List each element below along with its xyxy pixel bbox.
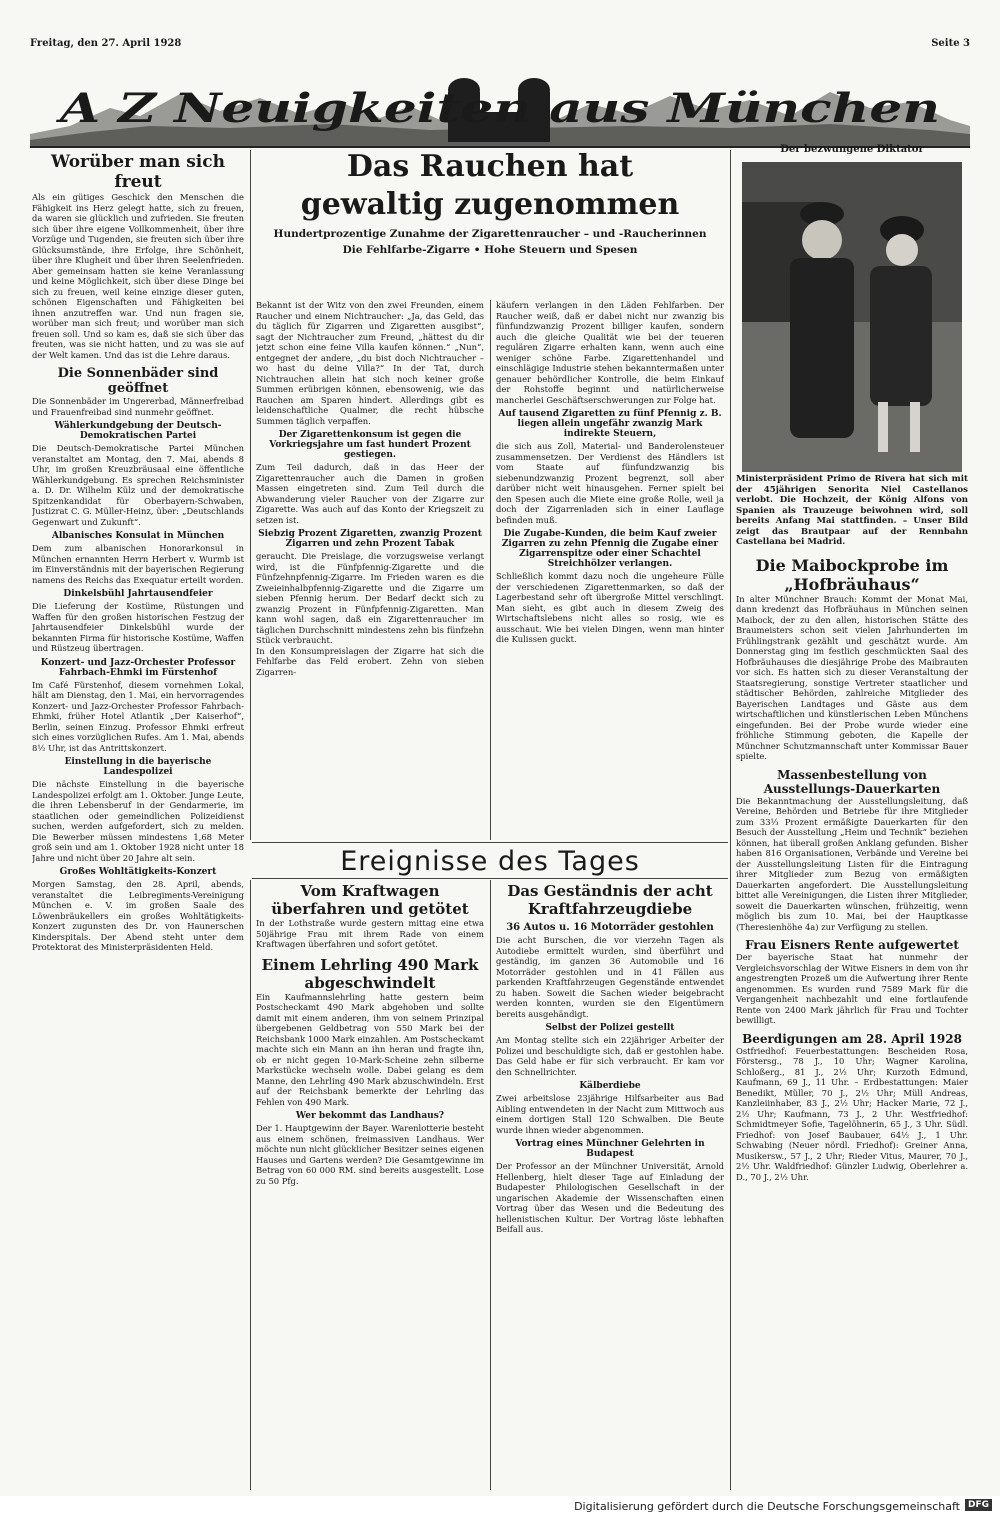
- article-title: Frau Eisners Rente aufgewertet: [745, 938, 959, 952]
- article-body: Dem zum albanischen Honorarkonsul in München ernannten Herrn Herbert v. Wurmb ist im Einverständnis mit der bayerischen Regierung namens des Reichs das Exequatur erteilt worden.: [32, 543, 244, 585]
- article-body: In der Lothstraße wurde gestern mittag eine etwa 50jährige Frau mit ihrem Rade von einem Kraftwagen überfahren und sofort getötet.: [256, 918, 484, 949]
- article-body: Als ein gütiges Geschick den Menschen die Fähigkeit ins Herz gelegt hatte, sich zu freuen, da waren sie glücklich und zufrieden. Sie freuten sich über ihre eigene Vollkommenheit, über ihre Vorzüge und Tugenden, sie freuten sich über ihre Glücksumstände, ihre Erfolge, ihre Schönheit, über ihre Klugheit und über ihren Seelenfrieden. Aber gemeinsam hatten sie keine Veranlassung und keine Möglichkeit, sich über diese Dinge bei sich zu freuen, weil keine einzige dieser guten, schönen Eigenschaften und Fähigkeiten bei ihnen anzutreffen war. Und nun fragen sie, worüber man sich freut; und worüber man sich freuen soll. Und so kam es, daß sie sich über das freuten, was sie nicht hatten, und zu was sie auf der Welt kamen. Und das ist die Lehre daraus.: [32, 192, 244, 360]
- article-title: Das Geständnis der acht Kraftfahrzeugdiebe: [507, 882, 713, 918]
- article-title: Die Sonnenbäder sind geöffnet: [57, 366, 219, 396]
- article-title: Großes Wohltätigkeits-Konzert: [59, 867, 217, 877]
- article-body: Die Bekanntmachung der Ausstellungsleitung, daß Vereine, Behörden und Betriebe für ihre Mitglieder zum 33⅓ Prozent ermäßigte Dauerkarten für den Besuch der Ausstellung „Heim und Technik“ beziehen können, hat überall großen Anklang gefunden. Bisher haben 816 Organisationen, Verbände und Vereine bei der Ausstellungsleitung Listen für die Eintragung ihrer Mitglieder zum Bezug von ermäßigten Dauerkarten angefordert. Die Ausstellungsleitung bittet alle Vereinigungen, die Listen ihrer Mitglieder, soweit die Dauerkarten wünschen, frühzeitig, wenn möglich bis zum 10. Mai, bei der Hauptkasse (Theresienhöhe 4a) zur Verfügung zu stellen.: [736, 795, 968, 932]
- article-body: Morgen Samstag, den 28. April, abends, veranstaltet die Leibregiments-Vereinigung München e. V. im großen Saale des Löwenbräukellers ein großes Wohltätigkeits-Konzert zugunsten des Dr. von Haunerschen Kinderspitals. Der Abend steht unter dem Protektorat des Ministerpräsidenten Held.: [32, 879, 244, 952]
- photo-title-box: [736, 140, 968, 162]
- article-body: Der bayerische Staat hat nunmehr der Vergleichsvorschlag der Witwe Eisners in dem von ihr angestrengten Prozeß um die Aufwertung ihrer Rente angenommen. Es wurden rund 7589 Mark für die Vergangenheit nachbezahlt und eine fortlaufende Rente von 2400 Mark jährlich für Frau und Tochter bewilligt.: [736, 952, 968, 1025]
- column-2: [256, 300, 484, 840]
- issue-date: Freitag, den 27. April 1928: [30, 38, 182, 49]
- article-title: Massenbestellung von Ausstellungs-Dauerkarten: [763, 767, 941, 796]
- article-body: Schließlich kommt dazu noch die ungeheure Fülle der verschiedenen Zigarettenmarken, so daß der Lagerbestand sehr oft übergroße Mittel verschlingt. Man sieht, es gibt auch in diesem Zweig des Wirtschaftslebens nicht alles so rosig, wie es ausschaut. Wie bei vielen Dingen, wenn man hinter die Kulissen guckt.: [496, 571, 724, 644]
- article-body: die sich aus Zoll, Material- und Banderolensteuer zusammensetzen. Der Verdienst des Händlers ist vom Staate auf fünfundzwanzig bis siebenundzwanzig Prozent begrenzt, soll aber darüber nicht weit hinausgehen. Ferner spielt bei den Spesen auch die Miete eine große Rolle, weil ja doch der Zigarrenladen sich in einer Lauflage befinden muß.: [496, 441, 724, 525]
- page-number: Seite 3: [931, 38, 970, 49]
- photo-caption: Ministerpräsident Primo de Rivera hat sich mit der 45jährigen Senorita Niel Castellanos verlobt. Die Hochzeit, der König Alfons von Spanien als Trauzeuge beiwohnen wird, soll bereits Anfang Mai stattfinden. – Unser Bild zeigt das Brautpaar auf der Rennbahn Castellana bei Madrid.: [736, 474, 968, 547]
- column-4: [736, 474, 968, 1490]
- funding-credit: Digitalisierung gefördert durch die Deutsche Forschungsgemeinschaft: [574, 1500, 960, 1513]
- article-title: Dinkelsbühl Jahrtausendfeier: [63, 589, 213, 599]
- photo-image: [742, 162, 962, 472]
- column-divider: [250, 150, 251, 840]
- article-body: käufern verlangen in den Läden Fehlfarben. Der Raucher weiß, daß er dabei nicht nur zwanzig bis fünfundzwanzig Prozent billiger kaufen, sondern auch die gleiche Qualität wie bei der teueren regulären Zigarre erhalten kann, wenn auch eine weniger schöne Farbe. Zigarettenhandel und einschlägige Industrie stehen bekanntermaßen unter genauer behördlicher Kontrolle, die beim Einkauf der Rohstoffe beginnt und natürlicherweise mancherlei Geschäftserschwerungen zur Folge hat.: [496, 300, 724, 405]
- masthead-title: A Z Neuigkeiten aus München: [54, 85, 941, 132]
- article-title: Wählerkundgebung der Deutsch-Demokratischen Partei: [54, 421, 222, 441]
- article-subhead: Auf tausend Zigaretten zu fünf Pfennig z. B. liegen allein ungefähr zwanzig Mark indirekte Steuern,: [498, 409, 722, 439]
- main-article-subtitle: Hundertprozentige Zunahme der Zigarettenraucher – und -Raucherinnen: [273, 228, 707, 240]
- article-title: Beerdigungen am 28. April 1928: [742, 1031, 962, 1046]
- column-1: [32, 152, 244, 1492]
- section-title: Ereignisse des Tages: [340, 846, 640, 877]
- article-title: Worüber man sich freut: [51, 152, 225, 192]
- article-subhead: 36 Autos u. 16 Motorräder gestohlen: [506, 922, 714, 933]
- page-header-line: [30, 38, 970, 52]
- column-divider: [250, 880, 251, 1490]
- article-title: Wer bekommt das Landhaus?: [295, 1111, 445, 1121]
- masthead-banner: [30, 56, 970, 146]
- column-3: [496, 300, 724, 840]
- photo-title: Der bezwungene Diktator: [780, 144, 924, 155]
- article-body: Ostfriedhof: Feuerbestattungen: Bescheiden Rosa, Förstersg., 78 J., 10 Uhr; Wagner Karolina, Schloßerg., 81 J., 2½ Uhr; Kurzoth Edmund, Kaufmann, 69 J., 11 Uhr. – Erdbestattungen: Maier Benedikt, Müller, 70 J., 2½ Uhr; Müll Andreas, Kanzleiinhaber, 83 J., 2½ Uhr; Hacker Marie, 72 J., 2½ Uhr; Kaufmann, 73 J., 2 Uhr. Westfriedhof: Schmidtmeyer Sofie, Tagelöhnerin, 65 J., 3 Uhr. Südl. Friedhof: von Josef Baubauer, 64½ J., 1 Uhr. Schwabing (Neuer nördl. Friedhof): Greiner Anna, Musikersw., 57 J., 2 Uhr; Rieder Vitus, Maurer, 70 J., 2½ Uhr. Waldfriedhof: Günzler Ludwig, Oberlehrer a. D., 70 J., 2½ Uhr.: [736, 1045, 968, 1182]
- article-subhead: Der Zigarettenkonsum ist gegen die Vorkriegsjahre um fast hundert Prozent gestiegen.: [269, 430, 471, 460]
- article-title: Konzert- und Jazz-Orchester Professor Fahrbach-Ehmki im Fürstenhof: [40, 657, 236, 678]
- dfg-logo: DFG: [965, 1499, 992, 1511]
- column-divider: [490, 880, 491, 1490]
- article-subhead: Die Zugabe-Kunden, die beim Kauf zweier Zigarren zu zehn Pfennig die Zugabe einer Zigarrenspitze oder einer Schachtel Streichhölzer verlangen.: [501, 529, 719, 569]
- article-title: Einem Lehrling 490 Mark abgeschwindelt: [261, 955, 479, 992]
- article-title: Einstellung in die bayerische Landespolizei: [64, 757, 212, 777]
- article-title: Die Maibockprobe im „Hofbräuhaus“: [755, 555, 949, 594]
- article-body: Die Lieferung der Kostüme, Rüstungen und Waffen für den großen historischen Festzug der Jahrtausendfeier Dinkelsbühl wurde der bekannten Firma für historische Kostüme, Waffen und Rüstzeug übertragen.: [32, 601, 244, 653]
- article-body: geraucht. Die Preislage, die vorzugsweise verlangt wird, ist die Fünfpfennig-Zigarette und die Fünfzehnpfennig-Zigarre. Im Frieden waren es die Zweieinhalbpfennig-Zigarette und die Zigarre um sieben Pfennig herum. Der Bedarf deckt sich zu zwanzig Prozent in Fünfpfennig-Zigaretten. Man kann wohl sagen, daß ein Zigarettenraucher im täglichen Durchschnitt mindestens zehn bis fünfzehn Stück verbraucht.: [256, 551, 484, 645]
- events-column-right: [496, 882, 724, 1490]
- article-title: Vortrag eines Münchner Gelehrten in Budapest: [515, 1139, 705, 1159]
- article-body: Ein Kaufmannslehrling hatte gestern beim Postscheckamt 490 Mark abgehoben und sollte damit mit einem anderen, ihm von seinem Prinzipal übergebenen Geldbetrag von 550 Mark bei der Reichsbank 1000 Mark einzahlen. Am Postscheckamt machte sich ein Mann an ihn heran und fragte ihn, ob er nicht gegen 10-Mark-Scheine zehn silberne Markstücke wechseln wolle. Dabei gelang es dem Manne, den Lehrling 490 Mark abzuschwindeln. Erst auf der Reichsbank bemerkte der Lehrling das Fehlen von 490 Mark.: [256, 991, 484, 1107]
- section-rule: [252, 842, 728, 843]
- article-body: Die acht Burschen, die vor vierzehn Tagen als Autodiebe ermittelt wurden, sind überführt und geständig, im ganzen 36 Automobile und 16 Motorräder gestohlen und in 41 Fällen aus parkenden Kraftfahrzeugen Gegenstände entwendet zu haben. Soweit die Sachen wieder beigebracht werden konnten, wurden sie den Eigentümern bereits ausgehändigt.: [496, 935, 724, 1019]
- article-body: Die Sonnenbäder im Ungererbad, Männerfreibad und Frauenfreibad sind nunmehr geöffnet.: [32, 396, 244, 417]
- main-article-title: Das Rauchen hat gewaltig zugenommen: [300, 149, 680, 222]
- article-subhead: Siebzig Prozent Zigaretten, zwanzig Prozent Zigarren und zehn Prozent Tabak: [258, 529, 482, 549]
- column-divider: [730, 150, 731, 1490]
- article-body: Zwei arbeitslose 23jährige Hilfsarbeiter aus Bad Aibling entwendeten in der Nacht zum Mittwoch aus einem dortigen Stall 120 Schwalben. Die Beute wurde ihnen wieder abgenommen.: [496, 1093, 724, 1135]
- article-body: In den Konsumpreislagen der Zigarre hat sich die Fehlfarbe das Feld erobert. Zehn von sieben Zigarren-: [256, 645, 484, 677]
- main-article-header: [256, 148, 724, 298]
- article-title: Vom Kraftwagen überfahren und getötet: [271, 882, 469, 918]
- column-divider: [490, 300, 491, 840]
- article-body: Bekannt ist der Witz von den zwei Freunden, einem Raucher und einem Nichtraucher: „Ja, das Geld, das du täglich für Zigarren und Zigaretten ausgibst“, sagt der Nichtraucher zum Freund, „hättest du dir jetzt schon eine feine Villa kaufen können.“ „Nun“, entgegnet der andere, „du bist doch Nichtraucher – wo hast du deine Villa?“ In der Tat, durch Nichtrauchen allein hat sich noch keiner große Summen erübrigen können, ebensowenig, wie das Rauchen am Sparen hindert. Allerdings gibt es leidenschaftliche Qualmer, die recht hübsche Summen täglich verpaffen.: [256, 300, 484, 426]
- article-body: Im Café Fürstenhof, diesem vornehmen Lokal, hält am Dienstag, den 1. Mai, ein hervorragendes Konzert- und Jazz-Orchester Professor Fahrbach-Ehmki, früher Hotel Atlantik „Der Kaiserhof“, Berlin, seinen Einzug. Professor Ehmki erfreut sich eines vorzüglichen Rufes. Am 1. Mai, abends 8½ Uhr, ist das Antrittskonzert.: [32, 679, 244, 753]
- section-rule: [252, 878, 728, 879]
- article-body: Die Deutsch-Demokratische Partei München veranstaltet am Montag, den 7. Mai, abends 8 Uhr, im großen Kreuzbräusaal eine öffentliche Wählerkundgebung. Es sprechen Reichsminister a. D. Dr. Wilhelm Külz und der demokratische Spitzenkandidat für Oberbayern-Schwaben, Justizrat C. G. Müller-Heinz, über: „Deutschlands Gegenwart und Zukunft“.: [32, 443, 244, 527]
- article-body: Am Montag stellte sich ein 22jähriger Arbeiter der Polizei und beschuldigte sich, daß er gestohlen habe. Das Geld habe er für sich verbraucht. Er kam vor den Schnellrichter.: [496, 1035, 724, 1077]
- article-body: Der Professor an der Münchner Universität, Arnold Hellenberg, hielt dieser Tage auf Einladung der Budapester Philologischen Gesellschaft in der ungarischen Akademie der Wissenschaften einen Vortrag über das Wesen und die Bedeutung des hellenistischen Kultur. Der Vortrag löste lebhaften Beifall aus.: [496, 1161, 724, 1234]
- photo-primo-de-rivera: [742, 162, 962, 472]
- article-body: Der 1. Hauptgewinn der Bayer. Warenlotterie besteht aus einem schönen, freimassiven Landhaus. Wer möchte nun nicht glücklicher Besitzer seines eigenen Hauses und Gartens werden? Die Gesamtgewinne im Betrag von 60 000 RM. sind bereits ausgestellt. Lose zu 50 Pfg.: [256, 1123, 484, 1186]
- events-column-left: [256, 882, 484, 1490]
- article-body: Zum Teil dadurch, daß in das Heer der Zigarettenraucher auch die Damen in großen Massen eingetreten sind. Zum Teil durch die Abwanderung vieler Raucher von der Zigarre zur Zigarette. Was auch auf das Konto der Kriegszeit zu setzen ist.: [256, 462, 484, 525]
- article-title: Kälberdiebe: [579, 1081, 641, 1091]
- article-body: In alter Münchner Brauch: Kommt der Monat Mai, dann kredenzt das Hofbräuhaus in München seinen Maibock, der zu den allen, historischen Stätte des Braumeisters schon seit vielen Jahrhunderten im Frühlingstrank gezählt und geschätzt wurde. Am Donnerstag ging im festlich geschmückten Saal des Hofbräuhauses die diesjährige Probe des Maibrauten vor sich. Es hatten sich zu dieser Veranstaltung der Staatsregierung, sonstige Vertreter staatlicher und städtischer Behörden, zahlreiche Mitglieder des Bayerischen Landtages und Gäste aus dem wirtschaftlichen und künstlerischen Leben Münchens eingefunden. Bei der Probe wurde wieder eine fröhliche Stimmung geboten, die Kapelle der Münchner Schutzmannschaft unter Kommissar Bauer spielte.: [736, 593, 968, 761]
- article-title: Albanisches Konsulat in München: [51, 531, 225, 541]
- article-body: Die nächste Einstellung in die bayerische Landespolizei erfolgt am 1. Oktober. Junge Leute, die ihren Lebensberuf in der Gendarmerie, im staatlichen oder gemeindlichen Polizeidienst suchen, werden aufgefordert, sich zu melden. Die Bewerber müssen mindestens 1,68 Meter groß sein und am 1. Oktober 1928 nicht unter 18 Jahre und nicht über 20 Jahre alt sein.: [32, 779, 244, 863]
- main-article-subtitle: Die Fehlfarbe-Zigarre • Hohe Steuern und Spesen: [342, 244, 638, 256]
- digitization-footer: [0, 1496, 1000, 1518]
- article-title: Selbst der Polizei gestellt: [545, 1023, 675, 1033]
